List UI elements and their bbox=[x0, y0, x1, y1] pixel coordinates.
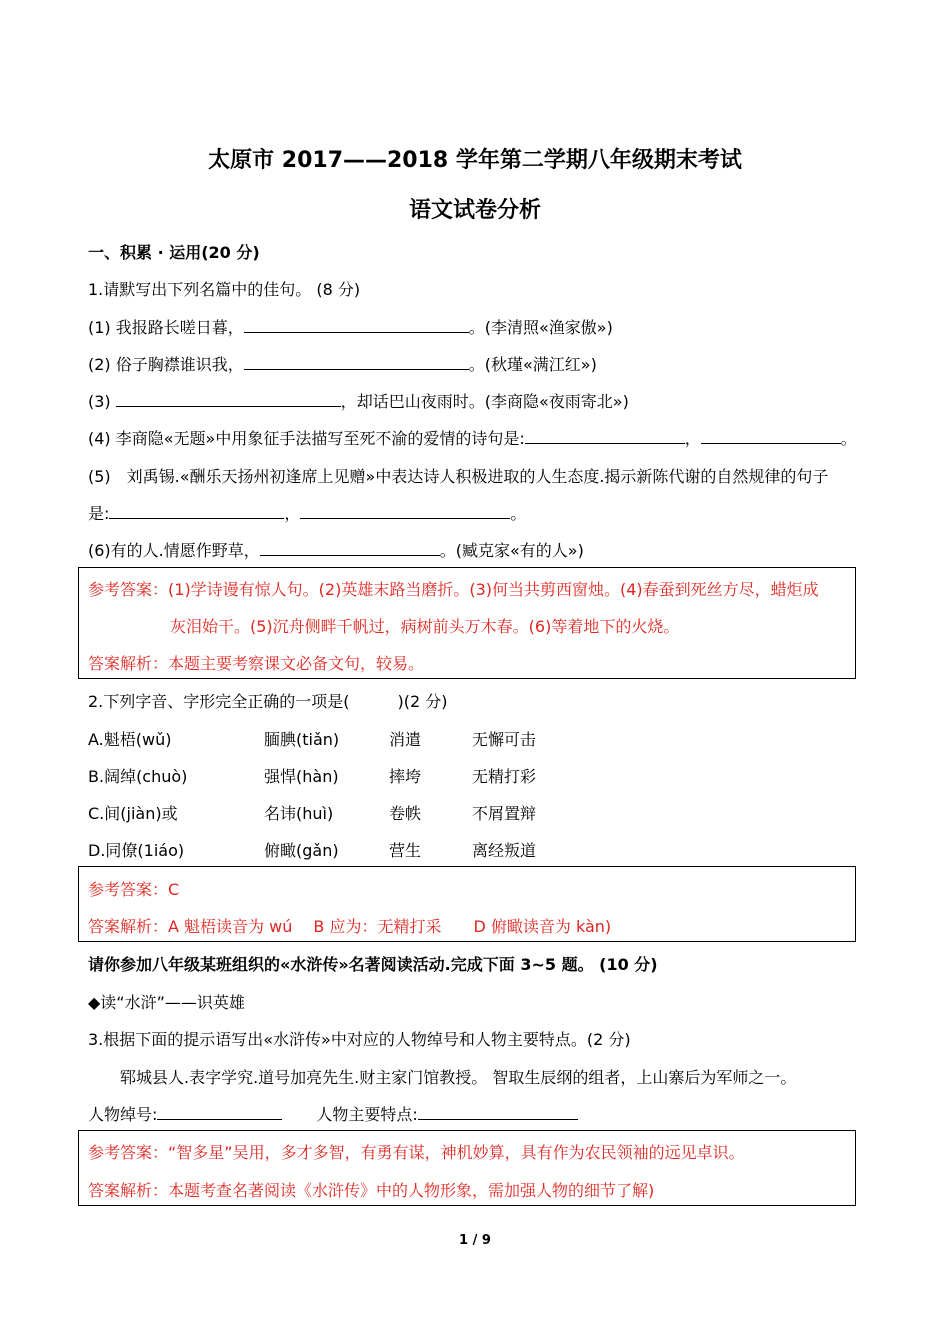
q1-prompt: 1.请默写出下列名篇中的佳句。 (8 分) bbox=[88, 280, 361, 299]
nickname-label: 人物绰号: bbox=[88, 1105, 158, 1124]
answer-blank[interactable] bbox=[109, 504, 284, 519]
option-word-3: 营生 bbox=[389, 841, 422, 860]
answer-text: (1)学诗谩有惊人句。(2)英雄末路当磨折。(3)何当共剪西窗烛。(4)春蚕到死丝方尽，蜡炬成 bbox=[168, 580, 819, 599]
answer-blank[interactable] bbox=[244, 355, 469, 370]
option-word-4: 离经叛道 bbox=[472, 841, 537, 860]
option-word-3: 卷帙 bbox=[389, 804, 422, 823]
q1-item-1 bbox=[88, 315, 613, 338]
traits-label: 人物主要特点: bbox=[316, 1105, 418, 1124]
option-word-1: D.同僚(1iáo) bbox=[88, 841, 185, 860]
comma: ， bbox=[284, 504, 301, 523]
answer-label: 参考答案： bbox=[88, 580, 169, 599]
option-word-2: 腼腆(tiǎn) bbox=[264, 730, 340, 749]
option-word-2: 名讳(huì) bbox=[264, 804, 334, 823]
option-word-1: C.间(jiàn)或 bbox=[88, 804, 178, 823]
q2-prompt: 2.下列字音、字形完全正确的一项是( )(2 分) bbox=[88, 692, 448, 711]
q1-item-1-text: (1) 我报路长嗟日暮， bbox=[88, 318, 244, 337]
q1-item-2-source: 。(秋瑾«满江红») bbox=[468, 355, 597, 374]
option-word-1: B.阔绰(chuò) bbox=[88, 767, 188, 786]
q1-item-4 bbox=[88, 426, 857, 449]
page-title: 太原市 2017——2018 学年第二学期八年级期末考试 bbox=[208, 148, 742, 173]
q2-answer: 参考答案：C bbox=[88, 880, 180, 899]
q2-analysis: 答案解析：A 魁梧读音为 wú B 应为：无精打采 D 俯瞰读音为 kàn) bbox=[88, 917, 612, 936]
option-word-3: 消遣 bbox=[389, 730, 422, 749]
q1-analysis: 答案解析：本题主要考察课文必备文句，较易。 bbox=[88, 654, 425, 673]
q3-hint: 郓城县人.表字学究.道号加亮先生.财主家门馆教授。 智取生辰纲的组者，上山寨后为军师之一。 bbox=[120, 1068, 797, 1087]
q1-item-2-text: (2) 俗子胸襟谁识我， bbox=[88, 355, 244, 374]
activity-subheading: ◆读“水浒”——识英雄 bbox=[88, 993, 245, 1012]
nickname-blank[interactable] bbox=[157, 1105, 282, 1120]
page-number: 1 / 9 bbox=[459, 1233, 491, 1248]
q1-item-5-cont bbox=[88, 501, 526, 524]
answer-blank[interactable] bbox=[260, 541, 440, 556]
q1-item-3-source: ，却话巴山夜雨时。(李商隐«夜雨寄北») bbox=[340, 392, 629, 411]
answer-blank[interactable] bbox=[116, 392, 341, 407]
period: 。 bbox=[510, 504, 527, 523]
traits-blank[interactable] bbox=[418, 1105, 578, 1120]
answer-blank[interactable] bbox=[525, 429, 685, 444]
section-heading: 一、积累 · 运用(20 分) bbox=[88, 243, 260, 262]
q3-prompt: 3.根据下面的提示语写出«水浒传»中对应的人物绰号和人物主要特点。(2 分) bbox=[88, 1030, 631, 1049]
q1-item-5-lead: 是: bbox=[88, 504, 110, 523]
answer-blank[interactable] bbox=[300, 504, 510, 519]
option-word-3: 摔垮 bbox=[389, 767, 422, 786]
q1-item-6 bbox=[88, 538, 584, 561]
option-word-4: 不屑置辩 bbox=[472, 804, 537, 823]
comma: ， bbox=[684, 429, 701, 448]
q1-item-2 bbox=[88, 352, 597, 375]
activity-intro: 请你参加八年级某班组织的«水浒传»名著阅读活动.完成下面 3~5 题。 (10 分) bbox=[88, 955, 658, 974]
q3-answer: 参考答案：“智多星”吴用，多才多智，有勇有谋，神机妙算，具有作为农民领袖的远见卓识。 bbox=[88, 1143, 745, 1162]
page-subtitle: 语文试卷分析 bbox=[408, 198, 541, 223]
q1-item-4-text: (4) 李商隐«无题»中用象征手法描写至死不渝的爱情的诗句是: bbox=[88, 429, 525, 448]
q1-answer-line2: 灰泪始干。(5)沉舟侧畔千帆过，病树前头万木春。(6)等着地下的火烧。 bbox=[170, 617, 680, 636]
option-word-2: 强悍(hàn) bbox=[264, 767, 339, 786]
q1-item-3-text: (3) bbox=[88, 392, 116, 411]
q1-item-6-source: 。(臧克家«有的人») bbox=[439, 541, 584, 560]
answer-blank[interactable] bbox=[244, 318, 469, 333]
q3-analysis: 答案解析：本题考查名著阅读《水浒传》中的人物形象，需加强人物的细节了解) bbox=[88, 1181, 655, 1200]
q3-fields bbox=[88, 1102, 578, 1125]
q1-item-5: (5) 刘禹锡.«酬乐天扬州初逢席上见赠»中表达诗人积极进取的人生态度.揭示新陈代谢的自然规律的句子 bbox=[88, 467, 829, 486]
answer-blank[interactable] bbox=[701, 429, 841, 444]
option-word-4: 无懈可击 bbox=[472, 730, 537, 749]
q1-answer-line1 bbox=[88, 577, 819, 600]
q1-item-1-source: 。(李清照«渔家傲») bbox=[468, 318, 613, 337]
q1-item-6-text: (6)有的人.情愿作野草， bbox=[88, 541, 260, 560]
option-word-4: 无精打彩 bbox=[472, 767, 537, 786]
q1-item-3 bbox=[88, 389, 629, 412]
option-word-1: A.魁梧(wǔ) bbox=[88, 730, 172, 749]
option-word-2: 俯瞰(gǎn) bbox=[264, 841, 339, 860]
period: 。 bbox=[840, 429, 857, 448]
